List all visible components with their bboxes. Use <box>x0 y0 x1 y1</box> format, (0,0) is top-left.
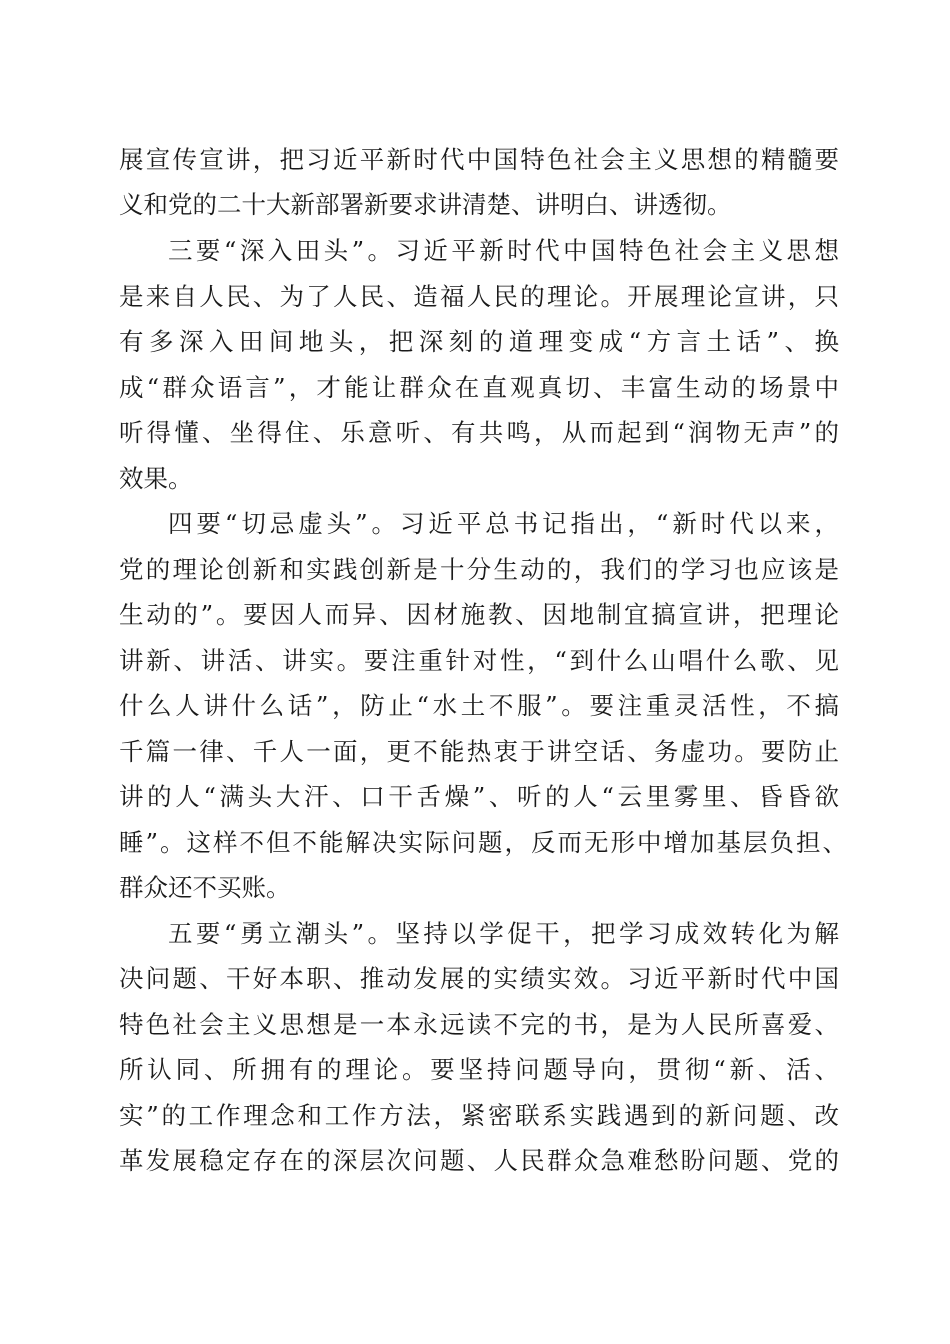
text-line: 千篇一律、千人一面，更不能热衷于讲空话、务虚功。要防止 <box>119 737 839 766</box>
paragraph-start: 四要“切忌虚头”。习近平总书记指出，“新时代以来， <box>168 509 839 538</box>
text-line: 睡”。这样不但不能解决实际问题，反而无形中增加基层负担、 <box>119 828 847 857</box>
text-line: 成“群众语言”，才能让群众在直观真切、丰富生动的场景中 <box>119 373 839 402</box>
text-line: 展宣传宣讲，把习近平新时代中国特色社会主义思想的精髓要 <box>119 145 839 174</box>
text-line: 什么人讲什么话”，防止“水土不服”。要注重灵活性，不搞 <box>119 691 839 720</box>
text-line: 党的理论创新和实践创新是十分生动的，我们的学习也应该是 <box>119 555 839 584</box>
text-line: 讲的人“满头大汗、口干舌燥”、听的人“云里雾里、昏昏欲 <box>119 782 839 811</box>
text-line: 听得懂、坐得住、乐意听、有共鸣，从而起到“润物无声”的 <box>119 418 839 447</box>
text-line: 效果。 <box>119 464 193 493</box>
text-line: 群众还不买账。 <box>119 873 291 902</box>
text-line: 讲新、讲活、讲实。要注重针对性，“到什么山唱什么歌、见 <box>119 646 839 675</box>
text-line: 特色社会主义思想是一本永远读不完的书，是为人民所喜爱、 <box>119 1010 839 1039</box>
text-line: 所认同、所拥有的理论。要坚持问题导向，贯彻“新、活、 <box>119 1055 839 1084</box>
text-line: 实”的工作理念和工作方法，紧密联系实践遇到的新问题、改 <box>119 1101 839 1130</box>
text-line: 义和党的二十大新部署新要求讲清楚、讲明白、讲透彻。 <box>119 190 732 219</box>
text-line: 是来自人民、为了人民、造福人民的理论。开展理论宣讲，只 <box>119 282 839 311</box>
text-line: 革发展稳定存在的深层次问题、人民群众急难愁盼问题、党的 <box>119 1146 839 1175</box>
paragraph-start: 五要“勇立潮头”。坚持以学促干，把学习成效转化为解 <box>168 919 839 948</box>
text-line: 生动的”。要因人而异、因材施教、因地制宜搞宣讲，把理论 <box>119 600 839 629</box>
text-line: 有多深入田间地头，把深刻的道理变成“方言土话”、换 <box>119 327 839 356</box>
paragraph-start: 三要“深入田头”。习近平新时代中国特色社会主义思想 <box>168 236 839 265</box>
text-line: 决问题、干好本职、推动发展的实绩实效。习近平新时代中国 <box>119 964 839 993</box>
